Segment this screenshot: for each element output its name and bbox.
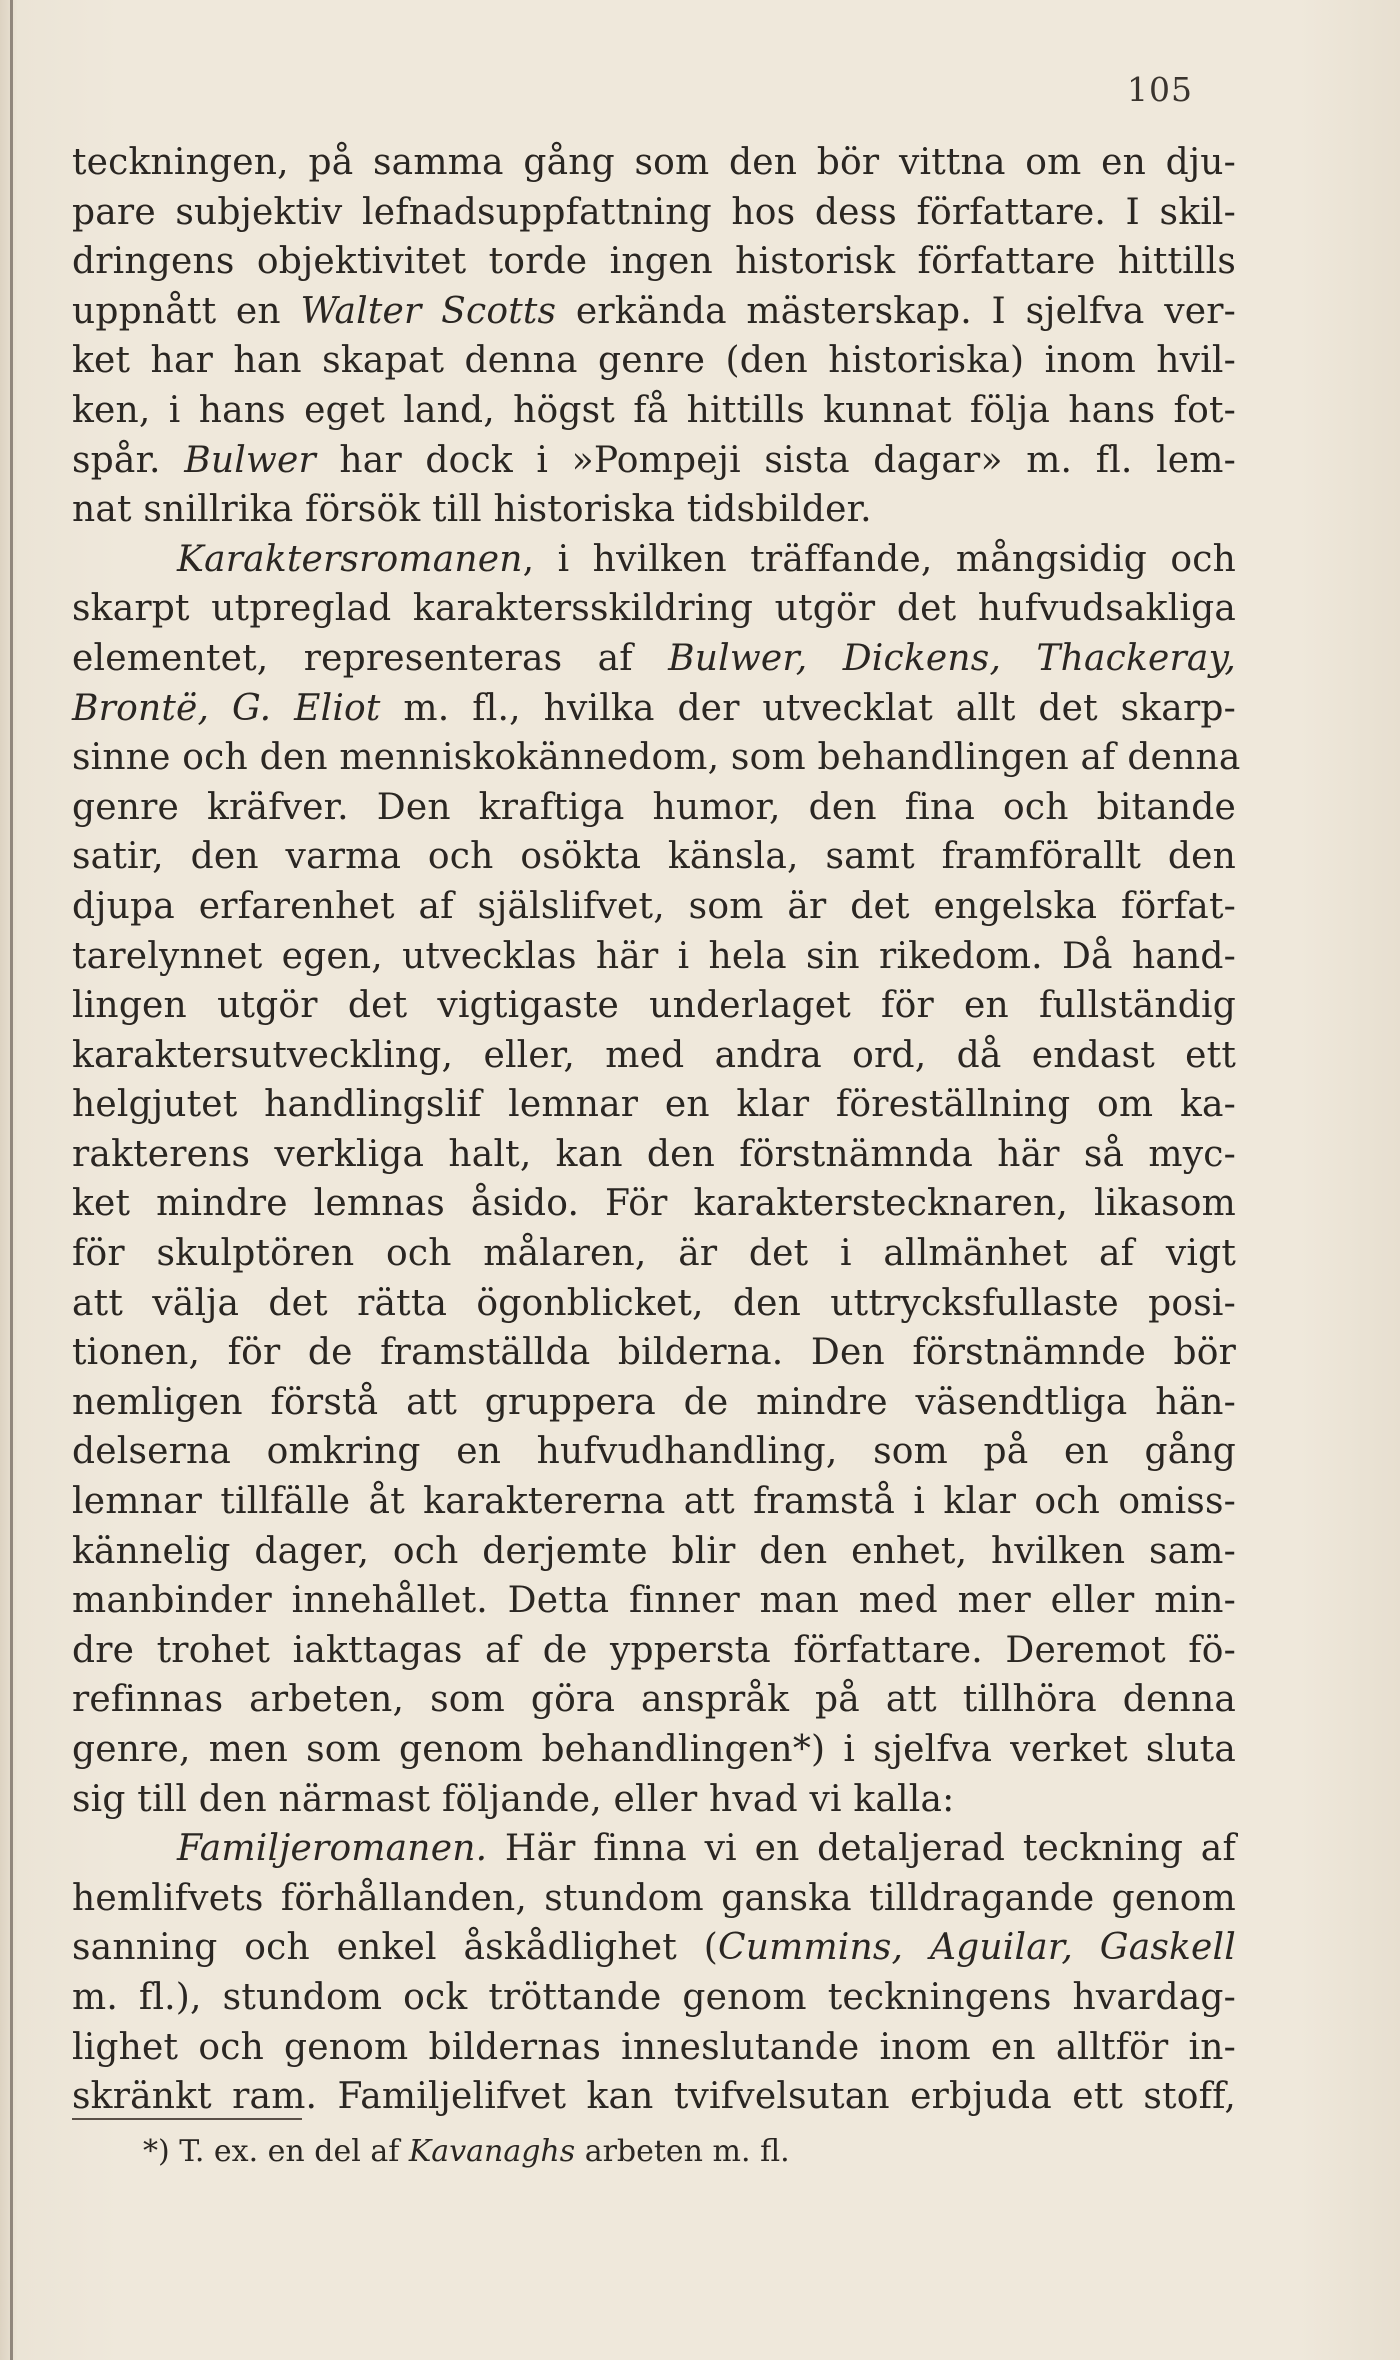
text-line [72,386,1236,436]
text-line [72,287,1236,337]
text-run: elementet, representeras af [72,637,669,679]
text-run: uppnått en [72,290,301,332]
text-line [72,1427,1236,1477]
text-run: skränkt ram. Familjelifvet kan tvifvelsutan erbjuda ett stoff, [72,2076,1236,2118]
text-run: rakterens verkliga halt, kan den förstnämnda här så myc- [72,1133,1236,1175]
text-line [72,1824,1236,1874]
text-run: genre kräfver. Den kraftiga humor, den fina och bitande [72,786,1236,828]
text-line [72,138,1236,188]
text-line [72,1378,1236,1428]
text-line [72,1576,1236,1626]
italic-text: Kavanaghs [408,2134,576,2169]
text-run: lighet och genom bildernas inneslutande inom en alltför in- [72,2026,1236,2068]
text-run: nat snillrika försök till historiska tidsbilder. [72,489,872,531]
italic-text: Brontë, G. Eliot [72,687,381,729]
text-line [72,1130,1236,1180]
text-line [72,1973,1236,2023]
text-line [72,1725,1236,1775]
text-line [72,634,1236,684]
text-line [72,2072,1236,2122]
text-run: dre trohet iakttagas af de yppersta författare. Deremot fö- [72,1629,1236,1671]
text-run: ken, i hans eget land, högst få hittills kunnat följa hans fot- [72,389,1236,431]
text-run: refinnas arbeten, som göra anspråk på att tillhöra denna [72,1679,1236,1721]
text-line [72,1527,1236,1577]
footnote [143,2130,790,2174]
binding-edge [10,0,13,2360]
italic-text: Walter Scotts [300,290,557,332]
text-run: djupa erfarenhet af själslifvet, som är det engelska förfat- [72,885,1236,927]
text-line [72,684,1236,734]
page-number: 105 [1127,70,1193,109]
italic-text: Bulwer [184,439,316,481]
text-line [72,1179,1236,1229]
text-run: manbinder innehållet. Detta finner man med mer eller min- [72,1580,1236,1622]
text-line [72,336,1236,386]
italic-text: Karaktersromanen [177,538,523,580]
text-run: spår. [72,439,185,481]
text-line [72,733,1241,783]
text-line [72,1874,1236,1924]
text-run: pare subjektiv lefnadsuppfattning hos dess författare. I skil- [72,191,1236,233]
text-run: , i hvilken träffande, mångsidig och [522,538,1236,580]
text-run: arbeten m. fl. [575,2134,790,2169]
text-line [72,584,1236,634]
text-line [72,783,1236,833]
text-run: sinne och den menniskokännedom, som behandlingen af denna [72,737,1241,779]
text-run: lingen utgör det vigtigaste underlaget för en fullständig [72,985,1236,1027]
text-line [72,2023,1236,2073]
text-run: erkända mästerskap. I sjelfva ver- [556,290,1237,332]
footnote-rule [72,2118,302,2120]
text-line [72,1031,1236,1081]
text-line [72,1328,1236,1378]
text-line [72,237,1236,287]
text-line [72,1923,1236,1973]
text-run: helgjutet handlingslif lemnar en klar föreställning om ka- [72,1084,1236,1126]
text-run: m. fl., hvilka der utvecklat allt det skarp- [380,687,1236,729]
text-run: tionen, för de framställda bilderna. Den förstnämnde bör [72,1332,1236,1374]
text-run: ket har han skapat denna genre (den historiska) inom hvil- [72,340,1236,382]
text-line [72,1477,1236,1527]
italic-text: Cummins, Aguilar, Gaskell [717,1927,1236,1969]
text-run: satir, den varma och osökta känsla, samt framförallt den [72,836,1236,878]
text-run: hemlifvets förhållanden, stundom ganska tilldragande genom [72,1877,1236,1919]
text-run: dringens objektivitet torde ingen historisk författare hittills [72,241,1236,283]
text-run: lemnar tillfälle åt karaktererna att framstå i klar och omiss- [72,1481,1236,1523]
text-run: ket mindre lemnas åsido. För karakterstecknaren, likasom [72,1183,1236,1225]
text-run: skarpt utpreglad karaktersskildring utgör det hufvudsakliga [72,588,1236,630]
text-run: sig till den närmast följande, eller hvad vi kalla: [72,1778,955,1820]
text-line [72,1626,1236,1676]
text-line [72,932,1236,982]
text-line [72,485,1236,535]
text-run: genre, men som genom behandlingen*) i sjelfva verket sluta [72,1729,1236,1770]
text-run: för skulptören och målaren, är det i allmänhet af vigt [72,1233,1236,1275]
text-line [72,1279,1236,1329]
text-run: karaktersutveckling, eller, med andra ord, då endast ett [72,1034,1236,1076]
text-line [72,1775,1236,1825]
italic-text: Bulwer, Dickens, Thackeray, [668,637,1236,679]
text-run: att välja det rätta ögonblicket, den uttrycksfullaste posi- [72,1282,1236,1324]
text-run: sanning och enkel åskådlighet ( [72,1927,718,1969]
text-line [72,1675,1236,1725]
text-run: m. fl.), stundom ock tröttande genom teckningens hvardag- [72,1976,1236,2018]
text-run: delserna omkring en hufvudhandling, som på en gång [72,1431,1236,1473]
text-line [72,832,1236,882]
text-run: nemligen förstå att gruppera de mindre väsendtliga hän- [72,1381,1236,1423]
text-line [72,981,1236,1031]
text-line [72,436,1236,486]
text-run: kännelig dager, och derjemte blir den enhet, hvilken sam- [72,1530,1236,1572]
italic-text: Familjeromanen. [177,1828,488,1870]
text-line [72,188,1236,238]
body-text [72,138,1241,2122]
text-line [72,535,1236,585]
text-run: har dock i »Pompeji sista dagar» m. fl. lem- [315,439,1236,481]
text-run: tarelynnet egen, utvecklas här i hela sin rikedom. Då hand- [72,935,1236,977]
text-run: *) T. ex. en del af [143,2134,409,2169]
text-line [72,1080,1236,1130]
text-line [72,1229,1236,1279]
text-line [72,882,1236,932]
text-run: Här finna vi en detaljerad teckning af [487,1828,1236,1870]
text-run: teckningen, på samma gång som den bör vittna om en dju- [72,142,1236,183]
